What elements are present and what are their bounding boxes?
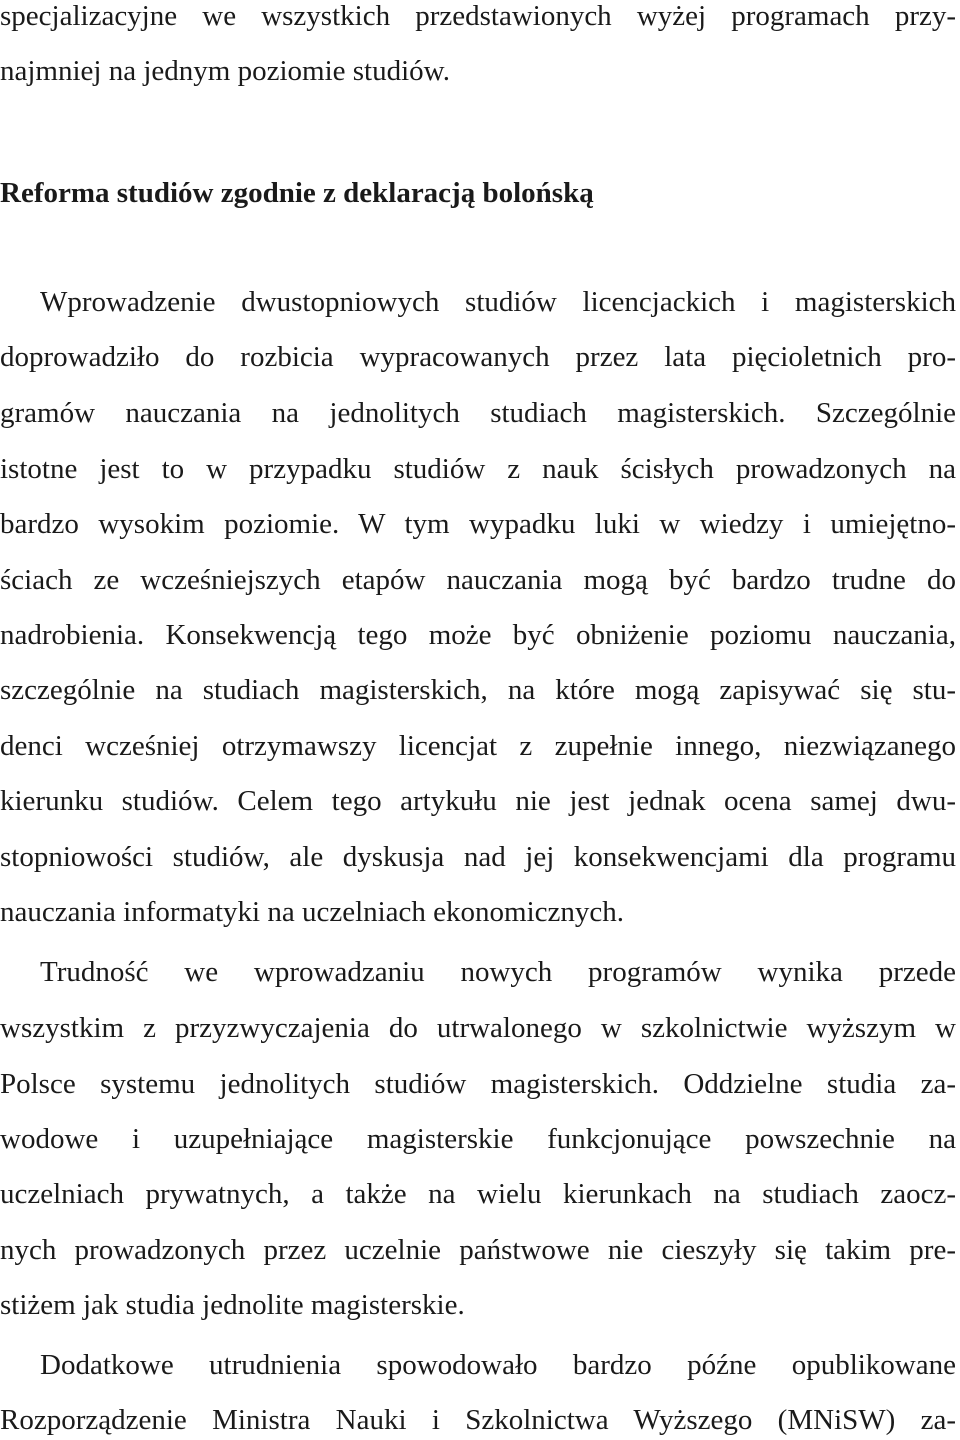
paragraph-line: istotne jest to w przypadku studiów z nauk ścisłych prowadzonych na bbox=[0, 453, 956, 485]
continuation-line: najmniej na jednym poziomie studiów. bbox=[0, 55, 450, 87]
paragraph-line: doprowadziło do rozbicia wypracowanych przez lata pięcioletnich pro- bbox=[0, 341, 956, 373]
paragraph-line: ściach ze wcześniejszych etapów nauczania mogą być bardzo trudne do bbox=[0, 564, 956, 596]
paragraph-line: bardzo wysokim poziomie. W tym wypadku luki w wiedzy i umiejętno- bbox=[0, 508, 956, 540]
continuation-line: specjalizacyjne we wszystkich przedstawionych wyżej programach przy- bbox=[0, 0, 956, 32]
paragraph-line: nauczania informatyki na uczelniach ekonomicznych. bbox=[0, 896, 625, 928]
section-heading: Reforma studiów zgodnie z deklaracją bolońską bbox=[0, 177, 594, 209]
paragraph-line: Rozporządzenie Ministra Nauki i Szkolnictwa Wyższego (MNiSW) za- bbox=[0, 1404, 956, 1436]
paragraph-line: kierunku studiów. Celem tego artykułu nie jest jednak ocena samej dwu- bbox=[0, 785, 956, 817]
paragraph-line: Polsce systemu jednolitych studiów magisterskich. Oddzielne studia za- bbox=[0, 1068, 956, 1100]
paragraph-line: gramów nauczania na jednolitych studiach magisterskich. Szczególnie bbox=[0, 397, 956, 429]
paragraph-line: wszystkim z przyzwyczajenia do utrwalonego w szkolnictwie wyższym w bbox=[0, 1012, 956, 1044]
paragraph-line: nadrobienia. Konsekwencją tego może być obniżenie poziomu nauczania, bbox=[0, 619, 956, 651]
paragraph-line: Wprowadzenie dwustopniowych studiów licencjackich i magisterskich bbox=[40, 286, 956, 318]
paragraph-line: stiżem jak studia jednolite magisterskie. bbox=[0, 1289, 465, 1321]
paragraph-line: wodowe i uzupełniające magisterskie funkcjonujące powszechnie na bbox=[0, 1123, 956, 1155]
paragraph-line: nych prowadzonych przez uczelnie państwowe nie cieszyły się takim pre- bbox=[0, 1234, 956, 1266]
paragraph-line: denci wcześniej otrzymawszy licencjat z zupełnie innego, niezwiązanego bbox=[0, 730, 956, 762]
paragraph-line: szczególnie na studiach magisterskich, na które mogą zapisywać się stu- bbox=[0, 674, 956, 706]
paragraph-line: Dodatkowe utrudnienia spowodowało bardzo późne opublikowane bbox=[40, 1349, 956, 1381]
paragraph-line: stopniowości studiów, ale dyskusja nad jej konsekwencjami dla programu bbox=[0, 841, 956, 873]
paragraph-line: Trudność we wprowadzaniu nowych programów wynika przede bbox=[40, 956, 956, 988]
paragraph-line: uczelniach prywatnych, a także na wielu kierunkach na studiach zaocz- bbox=[0, 1178, 956, 1210]
